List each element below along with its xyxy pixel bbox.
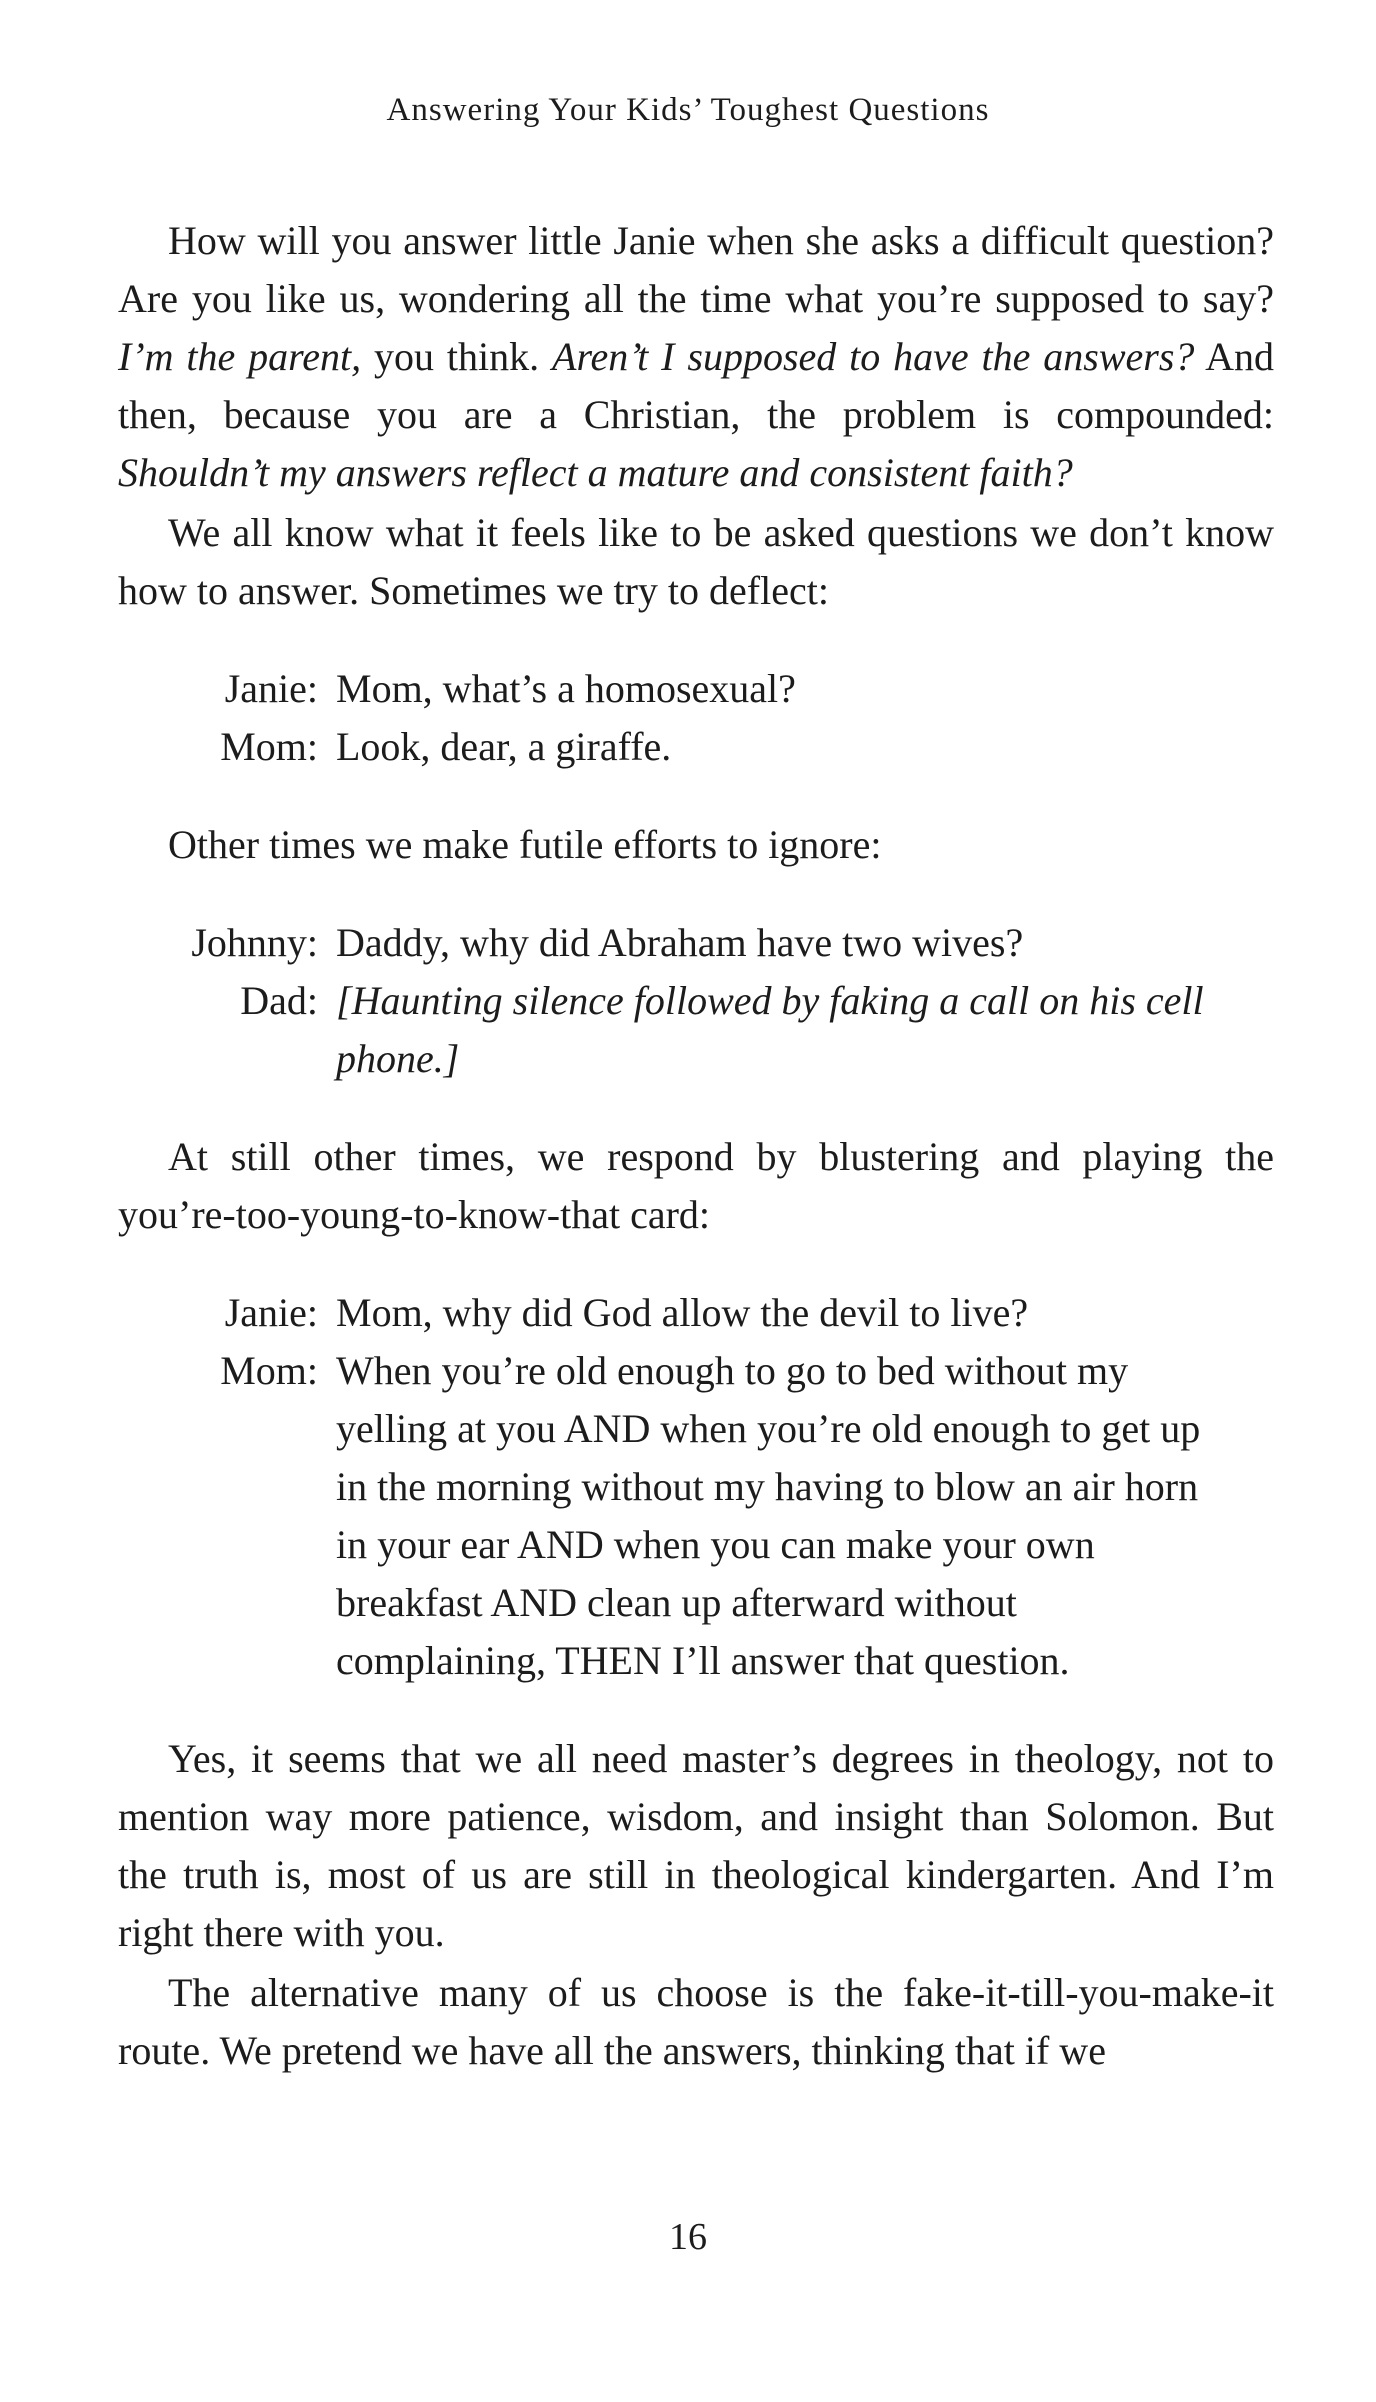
- paragraph-5: Yes, it seems that we all need master’s degrees in theology, not to mention way more patience, wisdom, and insight than Solomon. But the truth is, most of us are still in theological kindergarten. And I’m right there with you.: [118, 1736, 1274, 1955]
- dialogue-line: [118, 972, 1274, 1088]
- dialogue-line: [118, 1284, 1274, 1342]
- speech-text-italic: [Haunting silence followed by faking a call on his cell phone.]: [336, 978, 1204, 1081]
- paragraph-4: At still other times, we respond by blustering and playing the you’re-too-young-to-know-that card:: [118, 1134, 1274, 1237]
- page-body: [118, 212, 1274, 2080]
- dialogue-line: [118, 914, 1274, 972]
- speech-text: Mom, why did God allow the devil to live?: [336, 1290, 1029, 1335]
- paragraph-6: The alternative many of us choose is the fake-it-till-you-make-it route. We pretend we have all the answers, thinking that if we: [118, 1970, 1274, 2073]
- speaker-label: Dad:: [240, 978, 318, 1023]
- speaker-label: Johnny:: [191, 920, 318, 965]
- speech-text: When you’re old enough to go to bed without my yelling at you AND when you’re old enough to get up in the morning without my having to blow an air horn in your ear AND when you can make your own breakfast AND clean up afterward without complaining, THEN I’ll answer that question.: [336, 1348, 1201, 1683]
- paragraph-1-italic-b: Aren’t I supposed to have the answers?: [552, 334, 1195, 379]
- speaker-label: Janie:: [224, 666, 318, 711]
- speech-text: Mom, what’s a homosexual?: [336, 666, 796, 711]
- paragraph-1: [118, 212, 1274, 502]
- paragraph-1-italic-a: I’m the parent,: [118, 334, 362, 379]
- dialogue-line: [118, 1342, 1274, 1690]
- paragraph-2: We all know what it feels like to be asked questions we don’t know how to answer. Sometimes we try to deflect:: [118, 510, 1274, 613]
- dialogue-2: [118, 914, 1274, 1088]
- speech-text: Daddy, why did Abraham have two wives?: [336, 920, 1024, 965]
- paragraph-1-text-a: How will you answer little Janie when she asks a difficult question? Are you like us, wondering all the time what you’re supposed to say?: [118, 218, 1274, 321]
- paragraph-1-italic-c: Shouldn’t my answers reflect a mature and consistent faith?: [118, 450, 1073, 495]
- dialogue-3: [118, 1284, 1274, 1690]
- speaker-label: Mom:: [220, 1348, 318, 1393]
- dialogue-line: [118, 718, 1274, 776]
- speaker-label: Janie:: [224, 1290, 318, 1335]
- dialogue-1: [118, 660, 1274, 776]
- paragraph-3: Other times we make futile efforts to ignore:: [168, 822, 882, 867]
- paragraph-1-text-c: And then, because you are a Christian, the problem is compounded:: [118, 334, 1275, 437]
- running-head: Answering Your Kids’ Toughest Questions: [386, 92, 990, 128]
- page-number: 16: [669, 2216, 707, 2258]
- dialogue-line: [118, 660, 1274, 718]
- paragraph-1-text-b: you think.: [361, 334, 553, 379]
- speaker-label: Mom:: [220, 724, 318, 769]
- speech-text: Look, dear, a giraffe.: [336, 724, 672, 769]
